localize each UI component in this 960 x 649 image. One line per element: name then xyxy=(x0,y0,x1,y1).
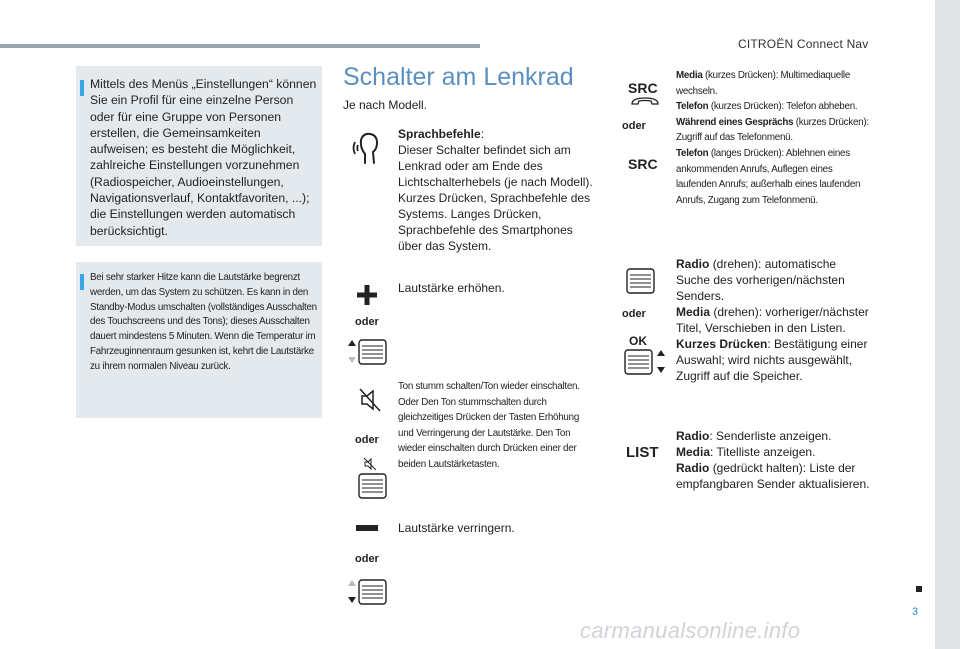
header-brand: CITROËN Connect Nav xyxy=(738,37,869,51)
plus-icon xyxy=(356,284,378,306)
volume-wheel-icon xyxy=(346,472,388,500)
volume-wheel-down-icon xyxy=(346,578,388,606)
wheel-media-text: (drehen): vorheriger/nächster Titel, Verschieben in den Listen. xyxy=(676,305,869,335)
list-button-label: LIST xyxy=(626,444,659,461)
info-marker xyxy=(80,80,84,96)
page-number: 3 xyxy=(912,606,919,618)
info-box-heat xyxy=(76,262,322,418)
wheel-press-text: : Bestätigung einer Auswahl; wird nichts ausgewählt, Zugriff auf die Speicher. xyxy=(676,337,868,383)
section-intro: Je nach Modell. xyxy=(343,98,428,112)
wheel-radio-text: (drehen): automatische Suche des vorherigen/nächsten Senders. xyxy=(676,257,845,303)
list-radio-label: Radio xyxy=(676,429,710,443)
src-call-text: (kurzes Drücken): Zugriff auf das Telefonmenü. xyxy=(676,116,869,144)
page-continuation-mark xyxy=(916,586,922,592)
or-label: oder xyxy=(355,434,379,446)
list-media-label: Media xyxy=(676,445,711,459)
voice-command-title-suffix: : xyxy=(480,127,485,141)
wheel-radio-label: Radio xyxy=(676,257,710,271)
minus-icon xyxy=(355,523,379,533)
src-phone-label: Telefon xyxy=(676,101,709,113)
src-phone-long-text: (langes Drücken): Ablehnen eines ankommenden Anrufs, Auflegen eines laufenden Anrufs; außerhalb eines laufenden Anrufs, Zugang zum Telefonmenü. xyxy=(676,147,861,206)
header-rule xyxy=(0,44,480,48)
src-description xyxy=(676,68,872,208)
phone-handset-icon xyxy=(630,96,660,106)
wheel-press-label: Kurzes Drücken xyxy=(676,337,768,351)
thumbwheel-icon xyxy=(625,267,657,295)
volume-up-description: Lautstärke erhöhen. xyxy=(398,281,505,295)
info-box-settings xyxy=(76,66,322,246)
info-marker xyxy=(80,274,84,290)
section-title: Schalter am Lenkrad xyxy=(343,63,574,91)
src-button-label-alt: SRC xyxy=(628,156,658,172)
src-button-label: SRC xyxy=(628,80,658,96)
wheel-description xyxy=(676,256,872,384)
voice-command-body: Dieser Schalter befindet sich am Lenkrad oder am Ende des Lichtschalterhebels (je nach Modell). Kurzes Drücken, Sprachbefehle des Systems. Langes Drücken, Sprachbefehle des Smartphones über das System. xyxy=(398,143,593,253)
voice-command-icon xyxy=(349,128,383,168)
list-radio-hold-label: Radio xyxy=(676,461,710,475)
mute-icon xyxy=(357,386,383,414)
list-radio-hold-text: (gedrückt halten): Liste der empfangbaren Sender aktualisieren. xyxy=(676,461,870,491)
page-edge-strip xyxy=(935,0,960,649)
mute-small-icon xyxy=(363,457,377,471)
src-phone-long-label: Telefon xyxy=(676,147,709,159)
volume-wheel-up-icon xyxy=(346,338,388,366)
list-radio-text: : Senderliste anzeigen. xyxy=(709,429,832,443)
volume-down-description: Lautstärke verringern. xyxy=(398,521,515,535)
list-description xyxy=(676,428,872,492)
wheel-media-label: Media xyxy=(676,305,711,319)
src-phone-text: (kurzes Drücken): Telefon abheben. xyxy=(710,101,858,113)
src-media-label: Media xyxy=(676,70,703,81)
ok-button-label: OK xyxy=(629,334,647,348)
thumbwheel-ok-icon xyxy=(623,348,667,376)
watermark: carmanualsonline.info xyxy=(580,618,801,643)
voice-command-title: Sprachbefehle xyxy=(398,127,481,141)
info-text-settings: Mittels des Menüs „Einstellungen“ können Sie ein Profil für eine einzelne Person oder für eine Gruppe von Personen erstellen, die Gemeinsamkeiten aufweisen; es besteht die Möglichkeit, zahlreiche Einstellungen vorzunehmen (Radiospeicher, Audioeinstellungen, Navigationsverlauf, Kontaktfavoriten, ...); die Einstellungen werden automatisch berücksichtigt. xyxy=(90,77,317,238)
voice-command-description xyxy=(398,126,598,254)
or-label: oder xyxy=(622,120,646,132)
or-label: oder xyxy=(355,316,379,328)
src-media-text: (kurzes Drücken): Multimediaquelle wechseln. xyxy=(676,70,851,97)
info-text-heat: Bei sehr starker Hitze kann die Lautstärke begrenzt werden, um das System zu schützen. Es kann in den Standby-Modus umschalten (vollständiges Ausschalten des Touchscreens und des Tons); dieses Ausschalten dauert mindestens 5 Minuten. Wenn die Temperatur im Fahrzeuginnenraum gesunken ist, kehrt die Lautstärke zu ihrem normalen Niveau zurück. xyxy=(90,272,317,372)
or-label: oder xyxy=(355,553,379,565)
list-media-text: : Titelliste anzeigen. xyxy=(710,445,816,459)
mute-description: Ton stumm schalten/Ton wieder einschalten. Oder Den Ton stummschalten durch gleichzeitiges Drücken der Tasten Erhöhung und Verringerung der Lautstärke. Den Ton wieder einschalten durch Drücken einer der beiden Lautstärketasten. xyxy=(398,381,580,470)
or-label: oder xyxy=(622,308,646,320)
src-call-label: Während eines Gesprächs xyxy=(676,116,794,128)
